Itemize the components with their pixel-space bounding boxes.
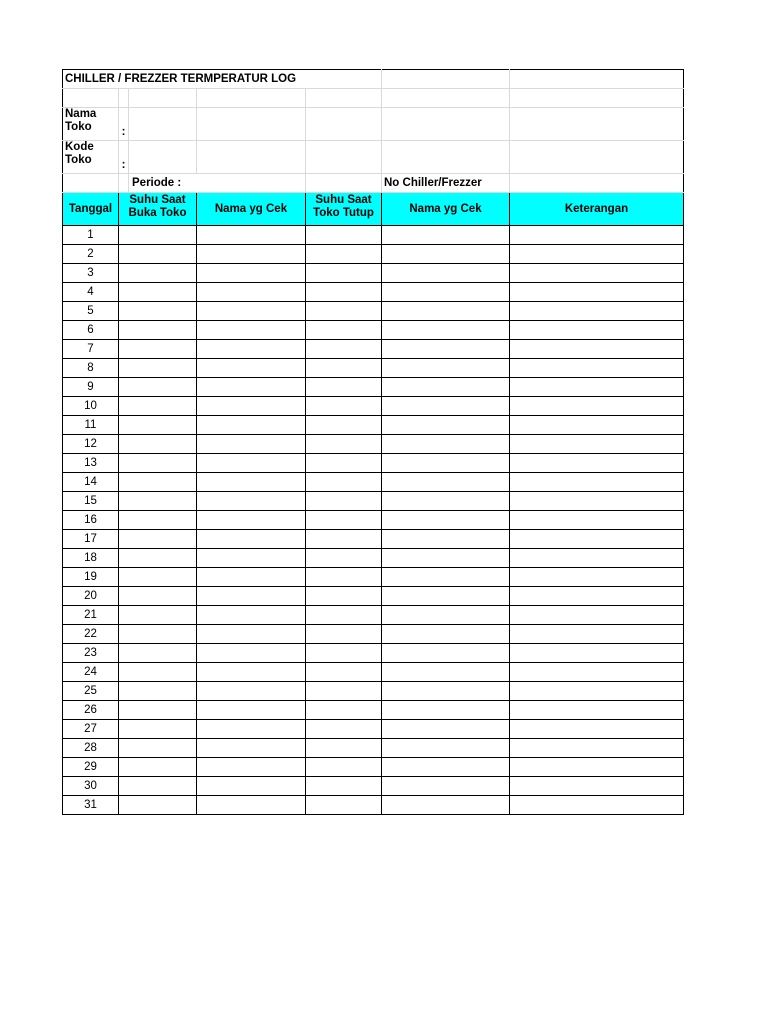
nama-cek-2-cell[interactable] xyxy=(382,378,510,397)
nama-cek-1-cell[interactable] xyxy=(197,663,306,682)
nama-cek-1-cell[interactable] xyxy=(197,226,306,245)
keterangan-cell[interactable] xyxy=(510,663,684,682)
nama-cek-2-cell[interactable] xyxy=(382,435,510,454)
tanggal-cell[interactable]: 16 xyxy=(63,511,119,530)
keterangan-cell[interactable] xyxy=(510,283,684,302)
log-row xyxy=(63,606,684,625)
suhu-tutup-cell[interactable] xyxy=(306,625,382,644)
suhu-buka-cell[interactable] xyxy=(119,511,197,530)
suhu-tutup-cell[interactable] xyxy=(306,568,382,587)
nama-cek-1-cell[interactable] xyxy=(197,720,306,739)
suhu-tutup-cell[interactable] xyxy=(306,454,382,473)
tanggal-cell[interactable]: 11 xyxy=(63,416,119,435)
cell[interactable] xyxy=(382,70,510,89)
log-row xyxy=(63,245,684,264)
suhu-buka-cell[interactable] xyxy=(119,397,197,416)
log-row xyxy=(63,511,684,530)
suhu-tutup-cell[interactable] xyxy=(306,416,382,435)
keterangan-cell[interactable] xyxy=(510,454,684,473)
cell[interactable] xyxy=(382,89,510,108)
tanggal-cell[interactable]: 30 xyxy=(63,777,119,796)
tanggal-cell[interactable]: 25 xyxy=(63,682,119,701)
suhu-tutup-cell[interactable] xyxy=(306,378,382,397)
nama-cek-1-cell[interactable] xyxy=(197,644,306,663)
header-suhu-tutup[interactable]: Suhu Saat Toko Tutup xyxy=(306,193,382,226)
tanggal-cell[interactable]: 31 xyxy=(63,796,119,815)
nama-cek-2-cell[interactable] xyxy=(382,302,510,321)
suhu-buka-cell[interactable] xyxy=(119,245,197,264)
suhu-buka-cell[interactable] xyxy=(119,473,197,492)
nama-cek-2-cell[interactable] xyxy=(382,283,510,302)
tanggal-cell[interactable]: 8 xyxy=(63,359,119,378)
suhu-buka-cell[interactable] xyxy=(119,359,197,378)
nama-cek-1-cell[interactable] xyxy=(197,473,306,492)
tanggal-cell[interactable]: 6 xyxy=(63,321,119,340)
nama-cek-1-cell[interactable] xyxy=(197,378,306,397)
nama-cek-2-cell[interactable] xyxy=(382,796,510,815)
keterangan-cell[interactable] xyxy=(510,264,684,283)
keterangan-cell[interactable] xyxy=(510,568,684,587)
nama-toko-row xyxy=(63,108,684,141)
tanggal-cell[interactable]: 1 xyxy=(63,226,119,245)
nama-cek-2-cell[interactable] xyxy=(382,720,510,739)
keterangan-cell[interactable] xyxy=(510,416,684,435)
nama-cek-1-cell[interactable] xyxy=(197,701,306,720)
nama-cek-1-cell[interactable] xyxy=(197,321,306,340)
tanggal-cell[interactable]: 5 xyxy=(63,302,119,321)
nama-cek-2-cell[interactable] xyxy=(382,359,510,378)
nama-cek-1-cell[interactable] xyxy=(197,397,306,416)
nama-cek-2-cell[interactable] xyxy=(382,416,510,435)
nama-cek-2-cell[interactable] xyxy=(382,568,510,587)
keterangan-cell[interactable] xyxy=(510,473,684,492)
tanggal-cell[interactable]: 23 xyxy=(63,644,119,663)
nama-cek-2-cell[interactable] xyxy=(382,606,510,625)
nama-cek-2-cell[interactable] xyxy=(382,454,510,473)
log-row xyxy=(63,359,684,378)
nama-cek-1-cell[interactable] xyxy=(197,454,306,473)
cell[interactable] xyxy=(382,108,510,141)
suhu-buka-cell[interactable] xyxy=(119,378,197,397)
keterangan-cell[interactable] xyxy=(510,625,684,644)
keterangan-cell[interactable] xyxy=(510,796,684,815)
tanggal-cell[interactable]: 26 xyxy=(63,701,119,720)
tanggal-cell[interactable]: 18 xyxy=(63,549,119,568)
nama-cek-1-cell[interactable] xyxy=(197,511,306,530)
log-row xyxy=(63,682,684,701)
periode-row xyxy=(63,174,684,193)
suhu-tutup-cell[interactable] xyxy=(306,435,382,454)
nama-cek-1-cell[interactable] xyxy=(197,492,306,511)
cell[interactable] xyxy=(306,108,382,141)
tanggal-cell[interactable]: 22 xyxy=(63,625,119,644)
tanggal-cell[interactable]: 13 xyxy=(63,454,119,473)
header-nama-cek-1[interactable]: Nama yg Cek xyxy=(197,193,306,226)
cell[interactable] xyxy=(119,174,129,193)
header-tanggal[interactable]: Tanggal xyxy=(63,193,119,226)
nama-cek-1-cell[interactable] xyxy=(197,340,306,359)
suhu-tutup-cell[interactable] xyxy=(306,245,382,264)
log-row xyxy=(63,321,684,340)
nama-cek-2-cell[interactable] xyxy=(382,682,510,701)
keterangan-cell[interactable] xyxy=(510,511,684,530)
suhu-tutup-cell[interactable] xyxy=(306,321,382,340)
suhu-tutup-cell[interactable] xyxy=(306,777,382,796)
tanggal-cell[interactable]: 28 xyxy=(63,739,119,758)
tanggal-cell[interactable]: 21 xyxy=(63,606,119,625)
keterangan-cell[interactable] xyxy=(510,435,684,454)
nama-cek-2-cell[interactable] xyxy=(382,264,510,283)
spacer-row xyxy=(63,89,684,108)
suhu-buka-cell[interactable] xyxy=(119,644,197,663)
nama-cek-2-cell[interactable] xyxy=(382,340,510,359)
kode-toko-colon: : xyxy=(119,141,129,174)
nama-cek-1-cell[interactable] xyxy=(197,587,306,606)
nama-cek-1-cell[interactable] xyxy=(197,777,306,796)
cell[interactable] xyxy=(306,89,382,108)
cell[interactable] xyxy=(510,108,684,141)
suhu-buka-cell[interactable] xyxy=(119,777,197,796)
no-chiller-label[interactable]: No Chiller/Frezzer xyxy=(382,174,510,193)
log-row xyxy=(63,587,684,606)
log-row xyxy=(63,796,684,815)
nama-cek-2-cell[interactable] xyxy=(382,549,510,568)
nama-cek-1-cell[interactable] xyxy=(197,758,306,777)
tanggal-cell[interactable]: 10 xyxy=(63,397,119,416)
cell[interactable] xyxy=(510,174,684,193)
cell[interactable] xyxy=(306,141,382,174)
suhu-tutup-cell[interactable] xyxy=(306,587,382,606)
nama-cek-1-cell[interactable] xyxy=(197,416,306,435)
suhu-tutup-cell[interactable] xyxy=(306,264,382,283)
nama-cek-1-cell[interactable] xyxy=(197,302,306,321)
suhu-buka-cell[interactable] xyxy=(119,302,197,321)
suhu-buka-cell[interactable] xyxy=(119,549,197,568)
nama-cek-2-cell[interactable] xyxy=(382,777,510,796)
keterangan-cell[interactable] xyxy=(510,758,684,777)
log-row xyxy=(63,663,684,682)
tanggal-cell[interactable]: 17 xyxy=(63,530,119,549)
nama-cek-1-cell[interactable] xyxy=(197,796,306,815)
suhu-buka-cell[interactable] xyxy=(119,701,197,720)
suhu-buka-cell[interactable] xyxy=(119,568,197,587)
tanggal-cell[interactable]: 9 xyxy=(63,378,119,397)
log-row xyxy=(63,302,684,321)
cell[interactable] xyxy=(306,174,382,193)
suhu-buka-cell[interactable] xyxy=(119,454,197,473)
suhu-buka-cell[interactable] xyxy=(119,796,197,815)
tanggal-cell[interactable]: 19 xyxy=(63,568,119,587)
nama-cek-2-cell[interactable] xyxy=(382,758,510,777)
nama-cek-2-cell[interactable] xyxy=(382,473,510,492)
cell[interactable] xyxy=(382,141,510,174)
cell[interactable] xyxy=(197,108,306,141)
suhu-tutup-cell[interactable] xyxy=(306,283,382,302)
log-row xyxy=(63,758,684,777)
nama-cek-2-cell[interactable] xyxy=(382,511,510,530)
keterangan-cell[interactable] xyxy=(510,321,684,340)
nama-cek-2-cell[interactable] xyxy=(382,321,510,340)
nama-cek-1-cell[interactable] xyxy=(197,359,306,378)
suhu-buka-cell[interactable] xyxy=(119,625,197,644)
log-row xyxy=(63,492,684,511)
cell[interactable] xyxy=(510,89,684,108)
cell[interactable] xyxy=(510,70,684,89)
suhu-tutup-cell[interactable] xyxy=(306,397,382,416)
suhu-buka-cell[interactable] xyxy=(119,587,197,606)
nama-cek-2-cell[interactable] xyxy=(382,701,510,720)
tanggal-cell[interactable]: 20 xyxy=(63,587,119,606)
temperature-log-sheet xyxy=(62,69,684,815)
nama-toko-value[interactable] xyxy=(129,108,197,141)
log-row xyxy=(63,264,684,283)
keterangan-cell[interactable] xyxy=(510,302,684,321)
cell[interactable] xyxy=(510,141,684,174)
log-row xyxy=(63,739,684,758)
keterangan-cell[interactable] xyxy=(510,720,684,739)
nama-cek-2-cell[interactable] xyxy=(382,587,510,606)
suhu-buka-cell[interactable] xyxy=(119,283,197,302)
cell[interactable] xyxy=(119,89,129,108)
log-row xyxy=(63,777,684,796)
nama-cek-1-cell[interactable] xyxy=(197,530,306,549)
suhu-tutup-cell[interactable] xyxy=(306,302,382,321)
header-keterangan[interactable]: Keterangan xyxy=(510,193,684,226)
suhu-tutup-cell[interactable] xyxy=(306,340,382,359)
nama-cek-1-cell[interactable] xyxy=(197,283,306,302)
log-row xyxy=(63,340,684,359)
suhu-buka-cell[interactable] xyxy=(119,340,197,359)
log-row xyxy=(63,720,684,739)
suhu-buka-cell[interactable] xyxy=(119,435,197,454)
suhu-tutup-cell[interactable] xyxy=(306,758,382,777)
sheet-title[interactable]: CHILLER / FREZZER TERMPERATUR LOG xyxy=(63,70,382,89)
nama-cek-2-cell[interactable] xyxy=(382,245,510,264)
nama-cek-1-cell[interactable] xyxy=(197,606,306,625)
nama-cek-1-cell[interactable] xyxy=(197,625,306,644)
suhu-buka-cell[interactable] xyxy=(119,321,197,340)
suhu-buka-cell[interactable] xyxy=(119,682,197,701)
suhu-tutup-cell[interactable] xyxy=(306,549,382,568)
column-header-row xyxy=(63,193,684,226)
nama-cek-2-cell[interactable] xyxy=(382,739,510,758)
cell[interactable] xyxy=(197,89,306,108)
log-row xyxy=(63,625,684,644)
suhu-tutup-cell[interactable] xyxy=(306,473,382,492)
keterangan-cell[interactable] xyxy=(510,606,684,625)
keterangan-cell[interactable] xyxy=(510,226,684,245)
suhu-buka-cell[interactable] xyxy=(119,492,197,511)
suhu-tutup-cell[interactable] xyxy=(306,606,382,625)
log-row xyxy=(63,530,684,549)
header-nama-cek-2[interactable]: Nama yg Cek xyxy=(382,193,510,226)
nama-cek-2-cell[interactable] xyxy=(382,530,510,549)
suhu-buka-cell[interactable] xyxy=(119,758,197,777)
kode-toko-value[interactable] xyxy=(129,141,197,174)
cell[interactable] xyxy=(63,174,119,193)
keterangan-cell[interactable] xyxy=(510,492,684,511)
keterangan-cell[interactable] xyxy=(510,340,684,359)
header-suhu-buka[interactable]: Suhu Saat Buka Toko xyxy=(119,193,197,226)
log-row xyxy=(63,454,684,473)
nama-cek-2-cell[interactable] xyxy=(382,663,510,682)
suhu-buka-cell[interactable] xyxy=(119,264,197,283)
tanggal-cell[interactable]: 27 xyxy=(63,720,119,739)
suhu-tutup-cell[interactable] xyxy=(306,511,382,530)
nama-cek-2-cell[interactable] xyxy=(382,397,510,416)
keterangan-cell[interactable] xyxy=(510,245,684,264)
keterangan-cell[interactable] xyxy=(510,587,684,606)
tanggal-cell[interactable]: 24 xyxy=(63,663,119,682)
suhu-buka-cell[interactable] xyxy=(119,739,197,758)
log-row xyxy=(63,473,684,492)
log-row xyxy=(63,397,684,416)
cell[interactable] xyxy=(197,141,306,174)
suhu-tutup-cell[interactable] xyxy=(306,359,382,378)
suhu-buka-cell[interactable] xyxy=(119,720,197,739)
keterangan-cell[interactable] xyxy=(510,701,684,720)
periode-label[interactable]: Periode : xyxy=(129,174,306,193)
log-row xyxy=(63,644,684,663)
log-row xyxy=(63,568,684,587)
nama-cek-2-cell[interactable] xyxy=(382,625,510,644)
keterangan-cell[interactable] xyxy=(510,359,684,378)
keterangan-cell[interactable] xyxy=(510,397,684,416)
tanggal-cell[interactable]: 15 xyxy=(63,492,119,511)
suhu-tutup-cell[interactable] xyxy=(306,663,382,682)
nama-toko-label[interactable]: Nama Toko xyxy=(63,108,119,141)
log-row xyxy=(63,378,684,397)
tanggal-cell[interactable]: 29 xyxy=(63,758,119,777)
keterangan-cell[interactable] xyxy=(510,739,684,758)
tanggal-cell[interactable]: 2 xyxy=(63,245,119,264)
nama-cek-1-cell[interactable] xyxy=(197,549,306,568)
log-rows xyxy=(63,226,684,815)
keterangan-cell[interactable] xyxy=(510,777,684,796)
log-row xyxy=(63,549,684,568)
nama-cek-1-cell[interactable] xyxy=(197,682,306,701)
nama-cek-2-cell[interactable] xyxy=(382,492,510,511)
log-row xyxy=(63,435,684,454)
title-row xyxy=(63,70,684,89)
keterangan-cell[interactable] xyxy=(510,378,684,397)
keterangan-cell[interactable] xyxy=(510,644,684,663)
cell[interactable] xyxy=(129,89,197,108)
suhu-buka-cell[interactable] xyxy=(119,416,197,435)
suhu-tutup-cell[interactable] xyxy=(306,720,382,739)
keterangan-cell[interactable] xyxy=(510,549,684,568)
nama-cek-1-cell[interactable] xyxy=(197,245,306,264)
log-row xyxy=(63,416,684,435)
suhu-tutup-cell[interactable] xyxy=(306,530,382,549)
suhu-tutup-cell[interactable] xyxy=(306,701,382,720)
keterangan-cell[interactable] xyxy=(510,530,684,549)
nama-cek-1-cell[interactable] xyxy=(197,568,306,587)
suhu-buka-cell[interactable] xyxy=(119,530,197,549)
nama-cek-1-cell[interactable] xyxy=(197,435,306,454)
suhu-tutup-cell[interactable] xyxy=(306,682,382,701)
suhu-tutup-cell[interactable] xyxy=(306,492,382,511)
log-row xyxy=(63,226,684,245)
suhu-tutup-cell[interactable] xyxy=(306,644,382,663)
nama-cek-1-cell[interactable] xyxy=(197,264,306,283)
log-row xyxy=(63,283,684,302)
suhu-tutup-cell[interactable] xyxy=(306,739,382,758)
suhu-buka-cell[interactable] xyxy=(119,663,197,682)
suhu-tutup-cell[interactable] xyxy=(306,226,382,245)
nama-toko-colon: : xyxy=(119,108,129,141)
tanggal-cell[interactable]: 7 xyxy=(63,340,119,359)
suhu-tutup-cell[interactable] xyxy=(306,796,382,815)
nama-cek-2-cell[interactable] xyxy=(382,226,510,245)
suhu-buka-cell[interactable] xyxy=(119,226,197,245)
nama-cek-1-cell[interactable] xyxy=(197,739,306,758)
keterangan-cell[interactable] xyxy=(510,682,684,701)
kode-toko-row xyxy=(63,141,684,174)
suhu-buka-cell[interactable] xyxy=(119,606,197,625)
cell[interactable] xyxy=(63,89,119,108)
tanggal-cell[interactable]: 4 xyxy=(63,283,119,302)
kode-toko-label[interactable]: Kode Toko xyxy=(63,141,119,174)
nama-cek-2-cell[interactable] xyxy=(382,644,510,663)
tanggal-cell[interactable]: 14 xyxy=(63,473,119,492)
tanggal-cell[interactable]: 12 xyxy=(63,435,119,454)
log-row xyxy=(63,701,684,720)
tanggal-cell[interactable]: 3 xyxy=(63,264,119,283)
